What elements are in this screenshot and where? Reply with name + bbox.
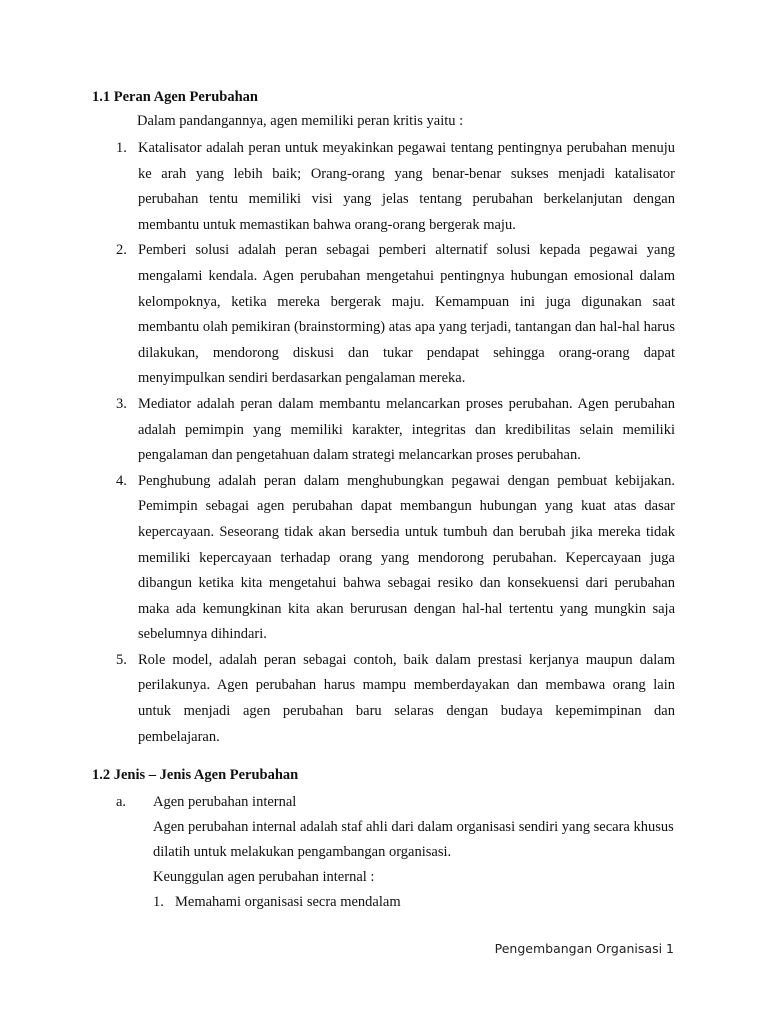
- section-2-heading: 1.2 Jenis – Jenis Agen Perubahan: [92, 767, 299, 783]
- list-item-number: 4.: [116, 472, 127, 489]
- roles-list: [0, 136, 768, 750]
- subsection-body: [153, 790, 675, 915]
- list-item-number: 3.: [116, 395, 127, 412]
- section-1-heading: 1.1 Peran Agen Perubahan: [92, 89, 258, 105]
- subsection-description: Agen perubahan internal adalah staf ahli dari dalam organisasi sendiri yang secara khusus dilatih untuk melakukan pengambangan organisasi.: [153, 819, 674, 860]
- list-item-text: Pemberi solusi adalah peran sebagai pemberi alternatif solusi kepada pegawai yang mengalami kendala. Agen perubahan mengetahui pentingnya hubungan emosional dalam kelompoknya, ketika mereka bergerak maju. Kemampuan ini juga digunakan saat membantu olah pemikiran (brainstorming) atas apa yang terjadi, tantangan dan hal-hal harus dilakukan, mendorong diskusi dan tukar pendapat sehingga orang-orang dapat menyimpulkan sendiri berdasarkan pengalaman mereka.: [138, 242, 675, 387]
- subsection-internal-agent: [0, 790, 768, 915]
- list-item-text: Mediator adalah peran dalam membantu melancarkan proses perubahan. Agen perubahan adalah pemimpin yang memiliki karakter, integritas dan kredibilitas selain memiliki pengalaman dan pengetahuan dalam strategi melancarkan proses perubahan.: [138, 395, 675, 464]
- subsection-marker: a.: [116, 794, 127, 810]
- list-item: [0, 469, 768, 648]
- advantages-list: [153, 890, 675, 915]
- list-item-text: Penghubung adalah peran dalam menghubungkan pegawai dengan pembuat kebijakan. Pemimpin sebagai agen perubahan dapat membangun hubungan yang kuat atas dasar kepercayaan. Seseorang tidak akan bersedia untuk tumbuh dan berubah jika mereka tidak memiliki kepercayaan terhadap orang yang mendorong perubahan. Kepercayaan juga dibangun ketika kita mengetahui bahwa sebagai resiko dan konsekuensi dari perubahan maka ada kemungkinan kita akan berurusan dengan hal-hal tertentu yang mungkin saja sebelumnya dihindari.: [138, 472, 675, 643]
- section-1-intro: Dalam pandangannya, agen memiliki peran kritis yaitu :: [137, 113, 464, 129]
- list-item-number: 2.: [116, 242, 127, 259]
- list-item: [153, 890, 675, 915]
- list-item-number: 5.: [116, 651, 127, 668]
- page-footer: Pengembangan Organisasi 1: [494, 941, 674, 956]
- list-item-text: Katalisator adalah peran untuk meyakinkan pegawai tentang pentingnya perubahan menuju ke arah yang lebih baik; Orang-orang yang benar-benar sukses menjadi katalisator perubahan tentu memiliki visi yang jelas tentang perubahan berkelanjutan dengan membantu untuk memastikan bahwa orang-orang bergerak maju.: [138, 140, 675, 233]
- list-item: [0, 136, 768, 238]
- advantages-label: Keunggulan agen perubahan internal :: [153, 869, 375, 885]
- list-item-text: Role model, adalah peran sebagai contoh, baik dalam prestasi kerjanya maupun dalam perilakunya. Agen perubahan harus mampu memberdayakan dan membawa orang lain untuk menjadi agen perubahan baru selaras dengan budaya kepemimpinan dan pembelajaran.: [138, 651, 675, 745]
- list-item: [0, 392, 768, 469]
- list-item-number: 1.: [153, 894, 164, 910]
- list-item-number: 1.: [116, 140, 127, 156]
- list-item: [0, 648, 768, 750]
- subsection-title: Agen perubahan internal: [153, 794, 297, 810]
- list-item-text: Memahami organisasi secra mendalam: [175, 894, 401, 910]
- list-item: [0, 238, 768, 392]
